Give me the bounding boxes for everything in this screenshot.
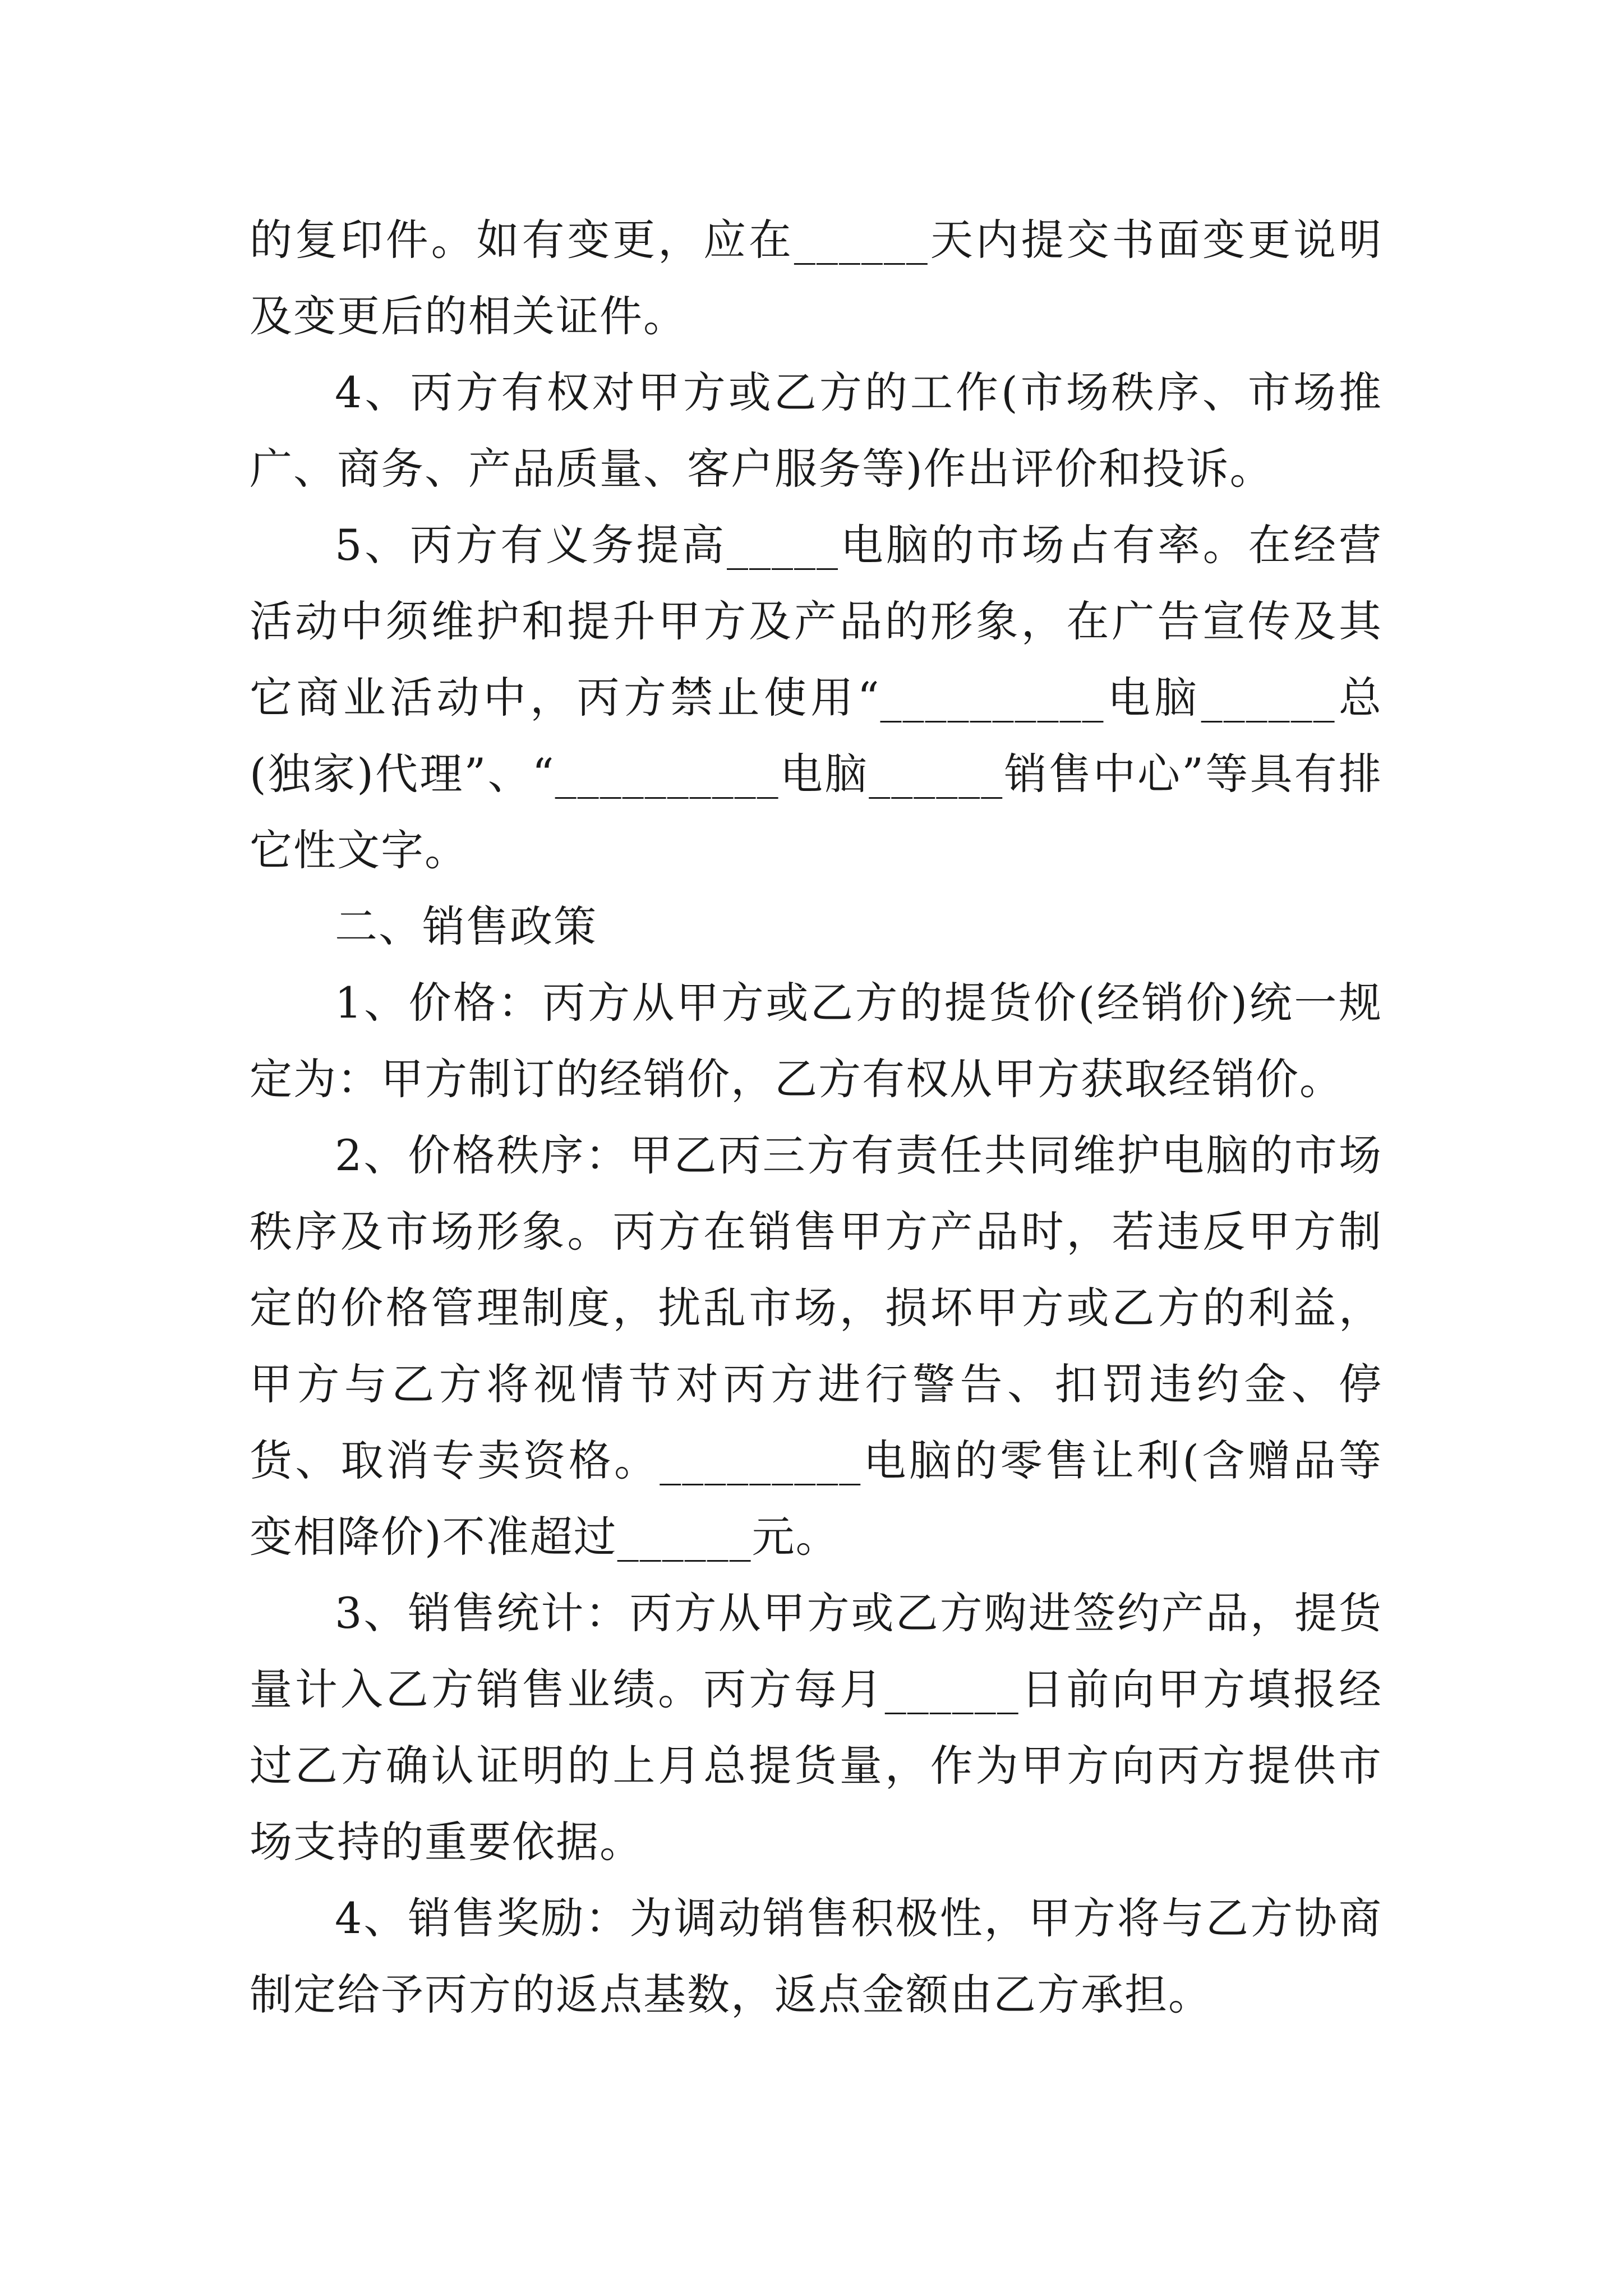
paragraph-clause-5: 5、丙方有义务提高_____电脑的市场占有率。在经营活动中须维护和提升甲方及产品的形象，在广告宣传及其它商业活动中，丙方禁止使用“__________电脑______总(独家)代理”、“__________电脑______销售中心”等具有排它性文字。: [250, 520, 1382, 875]
section-heading-sales-policy: 二、销售政策: [335, 901, 597, 951]
paragraph-clause-4: 4、丙方有权对甲方或乙方的工作(市场秩序、市场推广、商务、产品质量、客户服务等)作出评价和投诉。: [250, 367, 1382, 494]
paragraph-sales-statistics: 3、销售统计：丙方从甲方或乙方购进签约产品，提货量计入乙方销售业绩。丙方每月______日前向甲方填报经过乙方确认证明的上月总提货量，作为甲方向丙方提供市场支持的重要依据。: [250, 1588, 1382, 1867]
paragraph-sales-reward: 4、销售奖励：为调动销售积极性，甲方将与乙方协商制定给予丙方的返点基数，返点金额由乙方承担。: [250, 1893, 1382, 2019]
paragraph-continuation: 的复印件。如有变更，应在______天内提交书面变更说明及变更后的相关证件。: [250, 215, 1382, 341]
document-body: [250, 202, 1382, 2033]
paragraph-price-order: 2、价格秩序：甲乙丙三方有责任共同维护电脑的市场秩序及市场形象。丙方在销售甲方产品时，若违反甲方制定的价格管理制度，扰乱市场，损坏甲方或乙方的利益，甲方与乙方将视情节对丙方进行警告、扣罚违约金、停货、取消专卖资格。_________电脑的零售让利(含赠品等变相降价)不准超过______元。: [250, 1130, 1382, 1562]
paragraph-price: 1、价格：丙方从甲方或乙方的提货价(经销价)统一规定为：甲方制订的经销价，乙方有权从甲方获取经销价。: [250, 978, 1382, 1104]
